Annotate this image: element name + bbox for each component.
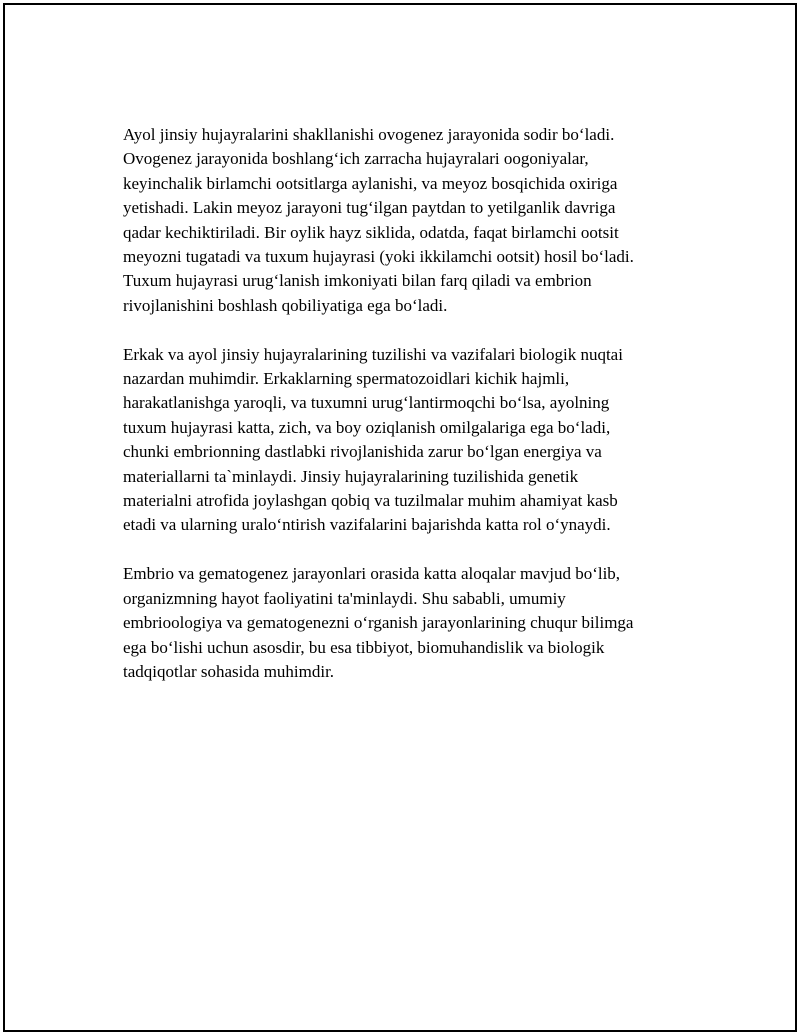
text-line: yetishadi. Lakin meyoz jarayoni tug‘ilgan paytdan to yetilganlik davriga [123, 198, 616, 218]
text-line: qadar kechiktiriladi. Bir oylik hayz siklida, odatda, faqat birlamchi ootsit [123, 222, 619, 242]
text-line: organizmning hayot faoliyatini ta'minlaydi. Shu sababli, umumiy [123, 588, 566, 608]
text-line: Embrio va gematogenez jarayonlari orasida katta aloqalar mavjud bo‘lib, [123, 564, 621, 584]
text-line: harakatlanishga yaroqli, va tuxumni urug‘lantirmoqchi bo‘lsa, ayolning [123, 393, 610, 413]
text-line: Tuxum hujayrasi urug‘lanish imkoniyati bilan farq qiladi va embrion [123, 271, 592, 291]
text-line: Erkak va ayol jinsiy hujayralarining tuzilishi va vazifalari biologik nuqtai [123, 344, 623, 364]
text-line: rivojlanishini boshlash qobiliyatiga ega bo‘ladi. [123, 295, 448, 315]
paragraph-gematogenez [123, 562, 689, 684]
text-line: meyozni tugatadi va tuxum hujayrasi (yoki ikkilamchi ootsit) hosil bo‘ladi. [123, 247, 634, 267]
text-line: tuxum hujayrasi katta, zich, va boy oziqlanish omilgalariga ega bo‘ladi, [123, 417, 611, 437]
paragraph-ovogenez [123, 123, 689, 318]
text-line: chunki embrionning dastlabki rivojlanishida zarur bo‘lgan energiya va [123, 442, 602, 462]
paragraph-hujayra-tuzilishi [123, 343, 689, 538]
text-line: keyinchalik birlamchi ootsitlarga aylanishi, va meyoz bosqichida oxiriga [123, 173, 618, 193]
document-body [123, 123, 689, 709]
text-line: nazardan muhimdir. Erkaklarning spermatozoidlari kichik hajmli, [123, 369, 570, 389]
text-line: ega bo‘lishi uchun asosdir, bu esa tibbiyot, biomuhandislik va biologik [123, 637, 605, 657]
text-line: Ovogenez jarayonida boshlang‘ich zarracha hujayralari oogoniyalar, [123, 149, 589, 169]
text-line: etadi va ularning uralo‘ntirish vazifalarini bajarishda katta rol o‘ynaydi. [123, 515, 611, 535]
text-line: tadqiqotlar sohasida muhimdir. [123, 661, 335, 681]
text-line: embrioologiya va gematogenezni o‘rganish jarayonlarining chuqur bilimga [123, 613, 634, 633]
text-line: materiallarni ta`minlaydi. Jinsiy hujayralarining tuzilishida genetik [123, 466, 579, 486]
text-line: materialni atrofida joylashgan qobiq va tuzilmalar muhim ahamiyat kasb [123, 491, 618, 511]
text-line: Ayol jinsiy hujayralarini shakllanishi ovogenez jarayonida sodir bo‘ladi. [123, 125, 615, 144]
page-frame [3, 3, 797, 1032]
